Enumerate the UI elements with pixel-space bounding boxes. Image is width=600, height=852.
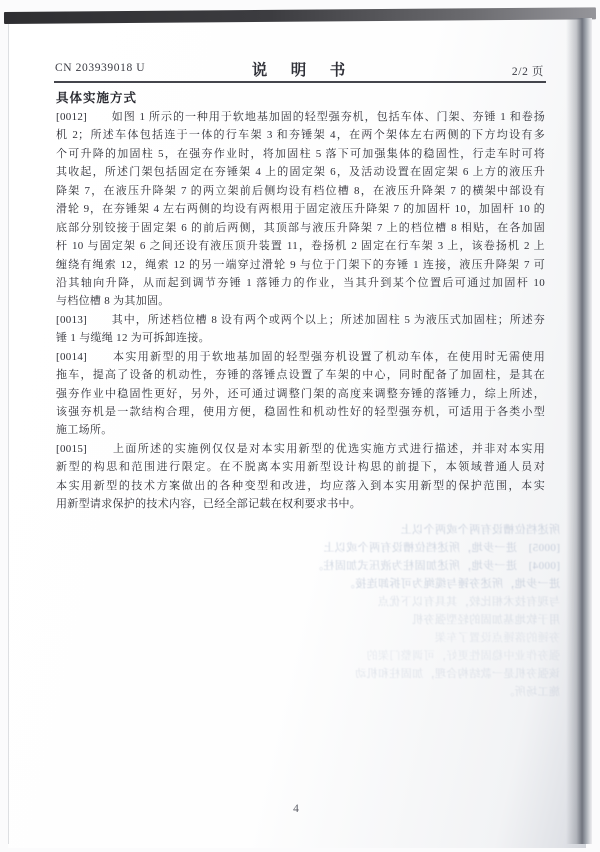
bleedthrough-line: 所述档位槽设有两个或两个以上 xyxy=(400,524,560,536)
text-line: 强夯作业中稳固性更好，另外，还可通过调整门架的高度来调整夯锤的落锤力，综上所述， xyxy=(56,387,545,400)
text-line: 与档位槽 8 为其加固。 xyxy=(56,295,170,308)
text-line: 杆 10 与固定架 6 之间还设有液压顶升装置 11，卷扬机 2 固定在行车架 3 上，该卷扬机 2 上 xyxy=(56,240,545,253)
text-line: 滑轮 9，在夯锤架 4 左右两侧的均设有两根用于固定液压升降架 7 的加固杆 10，加固杆 10 的 xyxy=(56,203,545,216)
header-rule xyxy=(54,81,546,83)
text-line: [0015] 上面所述的实施例仅仅是对本实用新型的优选实施方式进行描述，并非对本实用 xyxy=(56,442,545,455)
page-number: 4 xyxy=(293,803,299,815)
scan-left-edge-line xyxy=(8,24,9,844)
text-line: 该强夯机是一款结构合理，使用方便，稳固性和机动性好的轻型强夯机，可适用于各类小型 xyxy=(56,406,545,418)
bleedthrough-line: [0005] 进一步地，所述档位槽设有两个或以上 xyxy=(323,542,560,554)
text-line: 拖车，提高了设备的机动性，夯锤的落锤点设置了车架的中心，同时配备了加固柱，是其在 xyxy=(56,369,545,382)
paragraphs xyxy=(56,108,545,514)
bleedthrough-line: 进一步地，所述夯锤与缆绳为可拆卸连接。 xyxy=(343,578,560,590)
text-line: 本实用新型的技术方案做出的各种变型和改进，均应落入到本实用新型的保护范围，本实 xyxy=(56,479,545,492)
paragraph-0013 xyxy=(56,311,545,348)
page-header xyxy=(55,58,546,78)
bleedthrough-line: [0004] 进一步地，所述加固柱为液压式加固柱。 xyxy=(311,560,560,572)
text-line: 个可升降的加固柱 5，在强夯作业时，将加固柱 5 落下可加强集体的稳固性，行走车时可将 xyxy=(56,147,545,160)
text-line: 底部分别铰接于固定架 6 的前后两侧，其顶部与液压升降架 7 上的档位槽 8 相贴，在各加固 xyxy=(56,221,545,234)
paragraph-0012 xyxy=(56,108,545,311)
text-line: [0013] 其中，所述档位槽 8 设有两个或两个以上；所述加固柱 5 为液压式加固柱；所述夯 xyxy=(56,313,545,326)
text-line: 施工场所。 xyxy=(56,424,113,437)
text-line: 机 2；所述车体包括连于一体的行车架 3 和夯锤架 4，在两个架体左右两侧的下方均设有多 xyxy=(56,129,545,142)
text-line: 新型的构思和范围进行限定。在不脱离本实用新型设计构思的前提下，本领域普通人员对 xyxy=(56,461,545,474)
text-line: 降架 7，在液压升降架 7 的两立架前后侧均设有档位槽 8，在液压升降架 7 的横架中部设有 xyxy=(56,184,545,197)
text-line: [0012] 如图 1 所示的一种用于软地基加固的轻型强夯机，包括车体、门架、夯锤 1 和卷扬 xyxy=(56,111,545,123)
section-heading: 具体实施方式 xyxy=(56,91,138,105)
document-number: CN 203939018 U xyxy=(55,62,146,74)
page-indicator: 2/2 页 xyxy=(511,66,544,78)
document-title: 说 明 书 xyxy=(251,62,350,79)
text-line: 其收起，所述门架包括固定在夯锤架 4 上的固定架 6，及活动设置在固定架 6 上方的液压升 xyxy=(56,166,545,179)
bleedthrough-line: 该强夯机是一款结构合理，加固柱和机动 xyxy=(354,668,560,680)
text-line: 缠绕有绳索 12，绳索 12 的另一端穿过滑轮 9 与位于门架下的夯锤 1 连接，液压升降架 7 可 xyxy=(56,258,545,271)
text-line: [0014] 本实用新型的用于软地基加固的轻型强夯机设置了机动车体，在使用时无需使用 xyxy=(56,350,545,363)
bleedthrough-line: 施工场所。 xyxy=(503,686,560,698)
text-line: 沿其轴向升降，从而起到调节夯锤 1 落锤力的作业，当其升到某个位置后可通过加固杆 10 xyxy=(56,276,545,289)
scan-right-edge-shadow xyxy=(566,18,592,844)
paragraph-0015 xyxy=(56,440,545,514)
text-line: 锤 1 与缆绳 12 为可拆卸连接。 xyxy=(56,332,210,345)
text-line: 用新型请求保护的技术内容，已经全部记载在权利要求书中。 xyxy=(56,498,362,511)
bleedthrough-line: 与现有技术相比较，其具有以下优点 xyxy=(377,596,560,608)
bleedthrough-line: 用于软地基加固的轻型强夯机 xyxy=(411,614,560,626)
paragraph-0014 xyxy=(56,348,545,440)
